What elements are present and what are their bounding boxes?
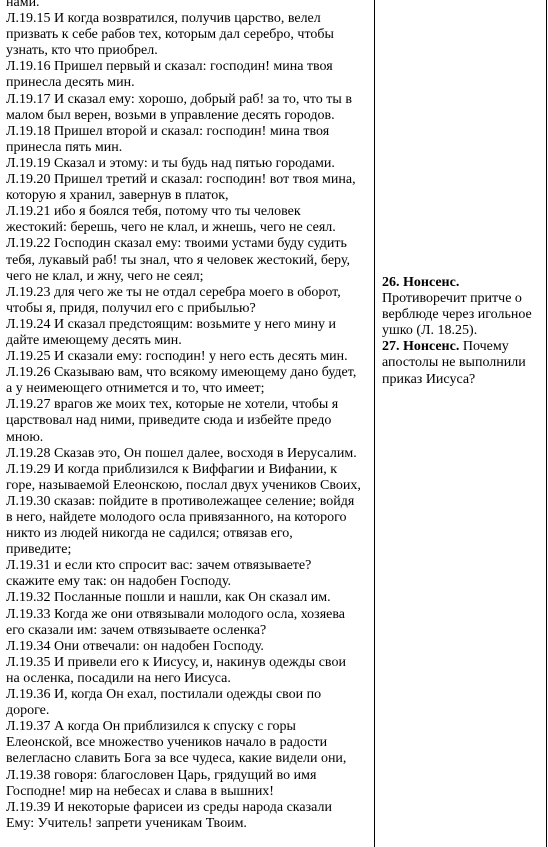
verse-text-line: царствовал над ними, приведите сюда и избейте предо [6,413,332,429]
verse-text-line: Л.19.18 Пришел второй и сказал: господин! мина твоя [6,123,330,139]
verse-text-line: Л.19.34 Они отвечали: он надобен Господу. [6,638,264,654]
verse-text-line: нами. [6,0,40,10]
note-27-line: апостолы не выполнили [382,355,526,371]
verse-text-line: Л.19.38 говоря: благословен Царь, грядущий во имя [6,767,317,783]
verse-text-line: мною. [6,429,44,445]
verse-text-line: велегласно славить Бога за все чудеса, какие видели они, [6,751,347,767]
commentary-column [376,0,547,847]
verse-text-line: Л.19.37 А когда Он приблизился к спуску с горы [6,719,296,735]
verse-text-line: чего не клал, и жну, чего не сеял; [6,268,204,284]
verse-text-line: Л.19.22 Господин сказал ему: твоими устами буду судить [6,236,347,252]
note-27-inline-text: Почему [459,339,509,355]
verse-text-line: Л.19.36 И, когда Он ехал, постилали одежды свои по [6,687,322,703]
verse-text-line: Л.19.30 сказав: пойдите в противолежащее селение; войдя [6,493,355,509]
verse-text-line: Л.19.26 Сказываю вам, что всякому имеющему дано будет, [6,365,357,381]
verse-text-line: Л.19.29 И когда приблизился к Виффагии и Вифании, к [6,461,337,477]
verse-text-line: а у неимеющего отнимется и то, что имеет; [6,381,265,397]
note-27-line: приказ Иисуса? [382,371,476,387]
verse-text-line: Господне! мир на небесах и слава в вышних! [6,783,274,799]
verse-text-line: принесла десять мин. [6,75,135,91]
verse-text-line: Л.19.39 И некоторые фарисеи из среды народа сказали [6,799,332,815]
verse-text-line: Л.19.28 Сказав это, Он пошел далее, восходя в Иерусалим. [6,445,357,461]
verse-text-line: принесла пять мин. [6,139,123,155]
verse-text-line: чтобы я, придя, получил его с прибылью? [6,300,256,316]
note-27-label: 27. Нонсенс. [382,339,460,355]
verse-text-line: на осленка, посадили на него Иисуса. [6,670,231,686]
note-26-line: ушко (Л. 18.25). [382,323,478,339]
note-27-heading [382,339,543,355]
verse-text-line: Ему: Учитель! запрети ученикам Твоим. [6,815,247,831]
verse-text-line: Л.19.16 Пришел первый и сказал: господин! мина твоя [6,59,333,75]
verse-text-line: Л.19.27 врагов же моих тех, которые не хотели, чтобы я [6,397,339,413]
verse-text-line: Л.19.31 и если кто спросит вас: зачем отвязываете? [6,558,312,574]
verse-text-line: Л.19.35 И привели его к Иисусу, и, накинув одежды свои [6,654,346,670]
verse-text-line: тебя, лукавый раб! ты знал, что я человек жестокий, беру, [6,252,350,268]
verse-text-line: узнать, кто что приобрел. [6,43,158,59]
verse-text-line: Л.19.21 ибо я боялся тебя, потому что ты человек [6,204,301,220]
note-26-line: Противоречит притче о [382,291,522,307]
verse-text-line: горе, называемой Елеонскою, послал двух учеников Своих, [6,477,361,493]
note-26-heading [382,275,543,291]
verse-text-line: Л.19.25 И сказали ему: господин! у него есть десять мин. [6,349,348,365]
verse-text-line: Елеонской, все множество учеников начало в радости [6,735,328,751]
verse-text-line: дороге. [6,703,50,719]
verse-text-line: жестокий: берешь, чего не клал, и жнешь, чего не сеял. [6,220,336,236]
note-26-line: верблюде через игольное [382,307,532,323]
verse-text-line: его сказали им: зачем отвязываете осленка? [6,622,267,638]
verse-text-line: малом был верен, возьми в управление десять городов. [6,107,335,123]
verse-text-line: Л.19.32 Посланные пошли и нашли, как Он сказал им. [6,590,331,606]
verse-text-line: Л.19.23 для чего же ты не отдал серебра моего в оборот, [6,284,341,300]
verse-text-line: приведите; [6,542,72,558]
verse-text-line: Л.19.17 И сказал ему: хорошо, добрый раб! за то, что ты в [6,91,352,107]
verse-text-line: Л.19.19 Сказал и этому: и ты будь над пятью городами. [6,155,335,171]
verse-text-line: в него, найдете молодого осла привязанного, на которого [6,510,347,525]
verse-text-line: Л.19.33 Когда же они отвязывали молодого осла, хозяева [6,606,346,622]
verse-text-line: призвать к себе рабов тех, которым дал серебро, чтобы [6,27,334,43]
verse-text-line: которую я хранил, завернув в платок, [6,188,229,204]
verse-text-line: Л.19.24 И сказал предстоящим: возьмите у него мину и [6,316,337,332]
verse-text-line: дайте имеющему десять мин. [6,332,182,348]
verse-text-line: Л.19.15 И когда возвратился, получив царство, велел [6,11,321,27]
verse-text-line: никто из людей никогда не садился; отвязав его, [6,526,293,542]
note-26-label: 26. Нонсенс. [382,275,460,290]
verse-text-line: скажите ему так: он надобен Господу. [6,574,231,590]
verse-text-line: Л.19.20 Пришел третий и сказал: господин! вот твоя мина, [6,172,356,188]
